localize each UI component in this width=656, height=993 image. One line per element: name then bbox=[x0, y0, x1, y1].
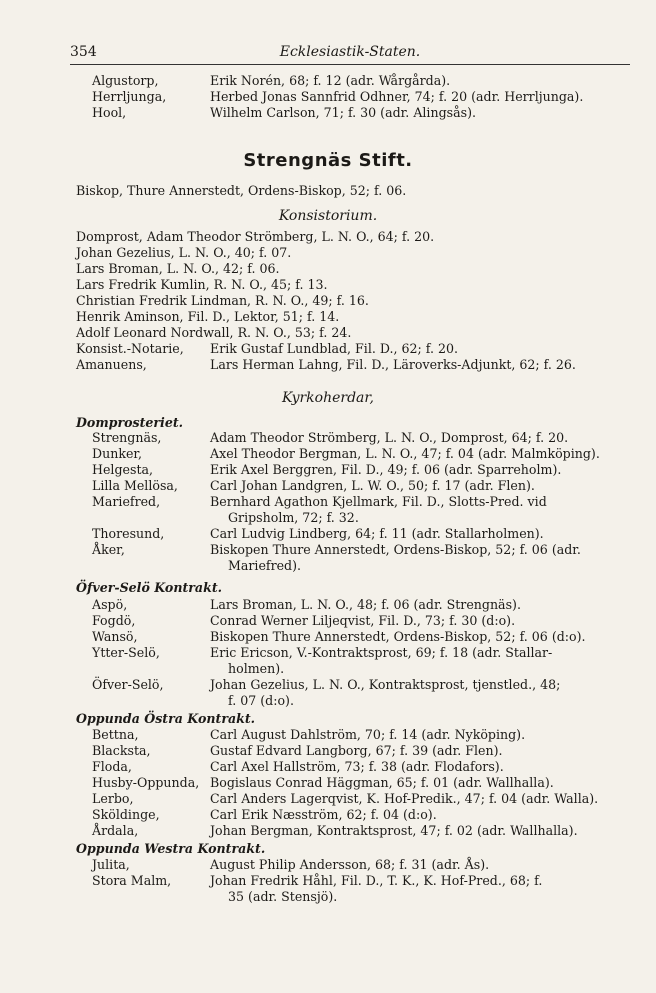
list-item bbox=[0, 597, 656, 613]
list-item bbox=[0, 325, 656, 341]
list-item bbox=[0, 775, 656, 791]
konsistorium-title: Konsistorium. bbox=[278, 208, 378, 224]
list-item bbox=[0, 478, 656, 494]
list-item bbox=[0, 73, 656, 89]
page-number: 354 bbox=[70, 44, 97, 60]
list-item bbox=[0, 629, 656, 645]
konsistorium-member: Johan Gezelius, L. N. O., 40; f. 07. bbox=[76, 245, 292, 260]
list-item-continuation bbox=[0, 558, 656, 574]
parish-name: Öfver-Selö, bbox=[92, 677, 164, 692]
parish-name: Julita, bbox=[92, 857, 130, 872]
clergy-entry: Erik Axel Berggren, Fil. D., 49; f. 06 (adr. Sparreholm). bbox=[210, 462, 562, 477]
parish-name: Stora Malm, bbox=[92, 873, 172, 888]
parish-name: Algustorp, bbox=[92, 73, 159, 88]
parish-name: Helgesta, bbox=[92, 462, 154, 477]
parish-name: Aspö, bbox=[92, 597, 128, 612]
clergy-entry: Carl Axel Hallström, 73; f. 38 (adr. Flodafors). bbox=[210, 759, 504, 774]
list-item bbox=[0, 759, 656, 775]
parish-name: Strengnäs, bbox=[92, 430, 162, 445]
list-item bbox=[0, 277, 656, 293]
list-item bbox=[0, 462, 656, 478]
parish-name: Bettna, bbox=[92, 727, 139, 742]
konsistorium-member: Adolf Leonard Nordwall, R. N. O., 53; f. 24. bbox=[76, 325, 352, 340]
clergy-entry-continuation: Mariefred). bbox=[228, 558, 302, 573]
list-item bbox=[0, 857, 656, 873]
clergy-entry: Adam Theodor Strömberg, L. N. O., Domprost, 64; f. 20. bbox=[210, 430, 569, 445]
parish-name: Husby-Oppunda, bbox=[92, 775, 200, 790]
clergy-entry: Axel Theodor Bergman, L. N. O., 47; f. 04 (adr. Malmköping). bbox=[210, 446, 600, 461]
clergy-entry: Biskopen Thure Annerstedt, Ordens-Biskop, 52; f. 06 (d:o). bbox=[210, 629, 586, 644]
list-item bbox=[0, 105, 656, 121]
list-item bbox=[0, 613, 656, 629]
clergy-entry: Bogislaus Conrad Häggman, 65; f. 01 (adr. Wallhalla). bbox=[210, 775, 554, 790]
list-item bbox=[0, 309, 656, 325]
konsistorium-member: Lars Fredrik Kumlin, R. N. O., 45; f. 13. bbox=[76, 277, 328, 292]
clergy-entry-continuation: holmen). bbox=[228, 661, 285, 676]
clergy-entry: Johan Gezelius, L. N. O., Kontraktsprost, tjenstled., 48; bbox=[210, 677, 561, 692]
clergy-entry: Johan Bergman, Kontraktsprost, 47; f. 02 (adr. Wallhalla). bbox=[210, 823, 578, 838]
list-item bbox=[0, 526, 656, 542]
clergy-entry: Bernhard Agathon Kjellmark, Fil. D., Slotts-Pred. vid bbox=[210, 494, 547, 509]
clergy-entry: Lars Herman Lahng, Fil. D., Läroverks-Adjunkt, 62; f. 26. bbox=[210, 357, 576, 372]
list-item bbox=[0, 89, 656, 105]
clergy-entry: Johan Fredrik Håhl, Fil. D., T. K., K. Hof-Pred., 68; f. bbox=[210, 873, 543, 888]
biskop-entry: Biskop, Thure Annerstedt, Ordens-Biskop, 52; f. 06. bbox=[76, 183, 407, 198]
list-item bbox=[0, 645, 656, 661]
list-item-continuation bbox=[0, 661, 656, 677]
parish-name: Åker, bbox=[92, 542, 125, 557]
parish-name: Herrljunga, bbox=[92, 89, 167, 104]
list-item bbox=[0, 873, 656, 889]
parish-name: Lilla Mellösa, bbox=[92, 478, 178, 493]
parish-name: Dunker, bbox=[92, 446, 143, 461]
list-item bbox=[0, 791, 656, 807]
page-header bbox=[70, 44, 630, 65]
list-item bbox=[0, 293, 656, 309]
list-item bbox=[0, 743, 656, 759]
parish-name: Wansö, bbox=[92, 629, 138, 644]
stift-title: Strengnäs Stift. bbox=[243, 150, 413, 171]
clergy-entry: Carl Erik Næsström, 62; f. 04 (d:o). bbox=[210, 807, 437, 822]
clergy-entry: Erik Norén, 68; f. 12 (adr. Wårgårda). bbox=[210, 73, 451, 88]
clergy-entry: Carl August Dahlström, 70; f. 14 (adr. Nyköping). bbox=[210, 727, 526, 742]
list-item-continuation bbox=[0, 693, 656, 709]
list-item bbox=[0, 727, 656, 743]
parish-name: Blacksta, bbox=[92, 743, 151, 758]
clergy-entry: Wilhelm Carlson, 71; f. 30 (adr. Alingsås). bbox=[210, 105, 476, 120]
list-item bbox=[0, 807, 656, 823]
clergy-entry-continuation: 35 (adr. Stensjö). bbox=[228, 889, 338, 904]
biskop-line bbox=[0, 183, 656, 199]
list-item bbox=[0, 245, 656, 261]
parish-name: Thoresund, bbox=[92, 526, 165, 541]
parish-name: Sköldinge, bbox=[92, 807, 160, 822]
clergy-entry: Carl Ludvig Lindberg, 64; f. 11 (adr. Stallarholmen). bbox=[210, 526, 544, 541]
parish-name: Floda, bbox=[92, 759, 132, 774]
list-item bbox=[0, 430, 656, 446]
clergy-entry: August Philip Andersson, 68; f. 31 (adr. Ås). bbox=[210, 857, 490, 872]
clergy-entry-continuation: Gripsholm, 72; f. 32. bbox=[228, 510, 359, 525]
clergy-entry: Biskopen Thure Annerstedt, Ordens-Biskop, 52; f. 06 (adr. bbox=[210, 542, 581, 557]
clergy-entry: Lars Broman, L. N. O., 48; f. 06 (adr. Strengnäs). bbox=[210, 597, 521, 612]
list-item bbox=[0, 357, 656, 373]
konsistorium-member: Christian Fredrik Lindman, R. N. O., 49; f. 16. bbox=[76, 293, 369, 308]
list-item-continuation bbox=[0, 510, 656, 526]
clergy-entry: Gustaf Edvard Langborg, 67; f. 39 (adr. Flen). bbox=[210, 743, 503, 758]
list-item-continuation bbox=[0, 889, 656, 905]
running-title: Ecklesiastik-Staten. bbox=[279, 44, 421, 60]
role-name: Konsist.-Notarie, bbox=[76, 341, 184, 356]
list-item bbox=[0, 341, 656, 357]
role-name: Amanuens, bbox=[76, 357, 147, 372]
konsistorium-member: Lars Broman, L. N. O., 42; f. 06. bbox=[76, 261, 280, 276]
parish-name: Hool, bbox=[92, 105, 127, 120]
clergy-entry: Conrad Werner Liljeqvist, Fil. D., 73; f. 30 (d:o). bbox=[210, 613, 516, 628]
parish-name: Mariefred, bbox=[92, 494, 161, 509]
list-item bbox=[0, 446, 656, 462]
list-item bbox=[0, 261, 656, 277]
list-item bbox=[0, 542, 656, 558]
group-heading-ofver-selo: Öfver-Selö Kontrakt. bbox=[76, 580, 223, 595]
list-item bbox=[0, 229, 656, 245]
list-item bbox=[0, 823, 656, 839]
clergy-entry: Carl Anders Lagerqvist, K. Hof-Predik., 47; f. 04 (adr. Walla). bbox=[210, 791, 599, 806]
group-heading-oppunda-ostra: Oppunda Östra Kontrakt. bbox=[76, 711, 256, 726]
parish-name: Ytter-Selö, bbox=[92, 645, 160, 660]
parish-name: Fogdö, bbox=[92, 613, 136, 628]
parish-name: Årdala, bbox=[92, 823, 139, 838]
konsistorium-member: Henrik Aminson, Fil. D., Lektor, 51; f. 14. bbox=[76, 309, 340, 324]
group-heading-oppunda-westra: Oppunda Westra Kontrakt. bbox=[76, 841, 266, 856]
clergy-entry: Carl Johan Landgren, L. W. O., 50; f. 17 (adr. Flen). bbox=[210, 478, 535, 493]
parish-name: Lerbo, bbox=[92, 791, 134, 806]
list-item bbox=[0, 494, 656, 510]
clergy-entry: Herbed Jonas Sannfrid Odhner, 74; f. 20 (adr. Herrljunga). bbox=[210, 89, 584, 104]
list-item bbox=[0, 677, 656, 693]
clergy-entry: Erik Gustaf Lundblad, Fil. D., 62; f. 20. bbox=[210, 341, 459, 356]
konsistorium-member: Domprost, Adam Theodor Strömberg, L. N. O., 64; f. 20. bbox=[76, 229, 435, 244]
clergy-entry: Eric Ericson, V.-Kontraktsprost, 69; f. 18 (adr. Stallar- bbox=[210, 645, 553, 660]
kyrkoherdar-title: Kyrkoherdar, bbox=[282, 390, 374, 406]
group-heading-domprosteriet: Domprosteriet. bbox=[76, 415, 184, 430]
clergy-entry-continuation: f. 07 (d:o). bbox=[228, 693, 294, 708]
